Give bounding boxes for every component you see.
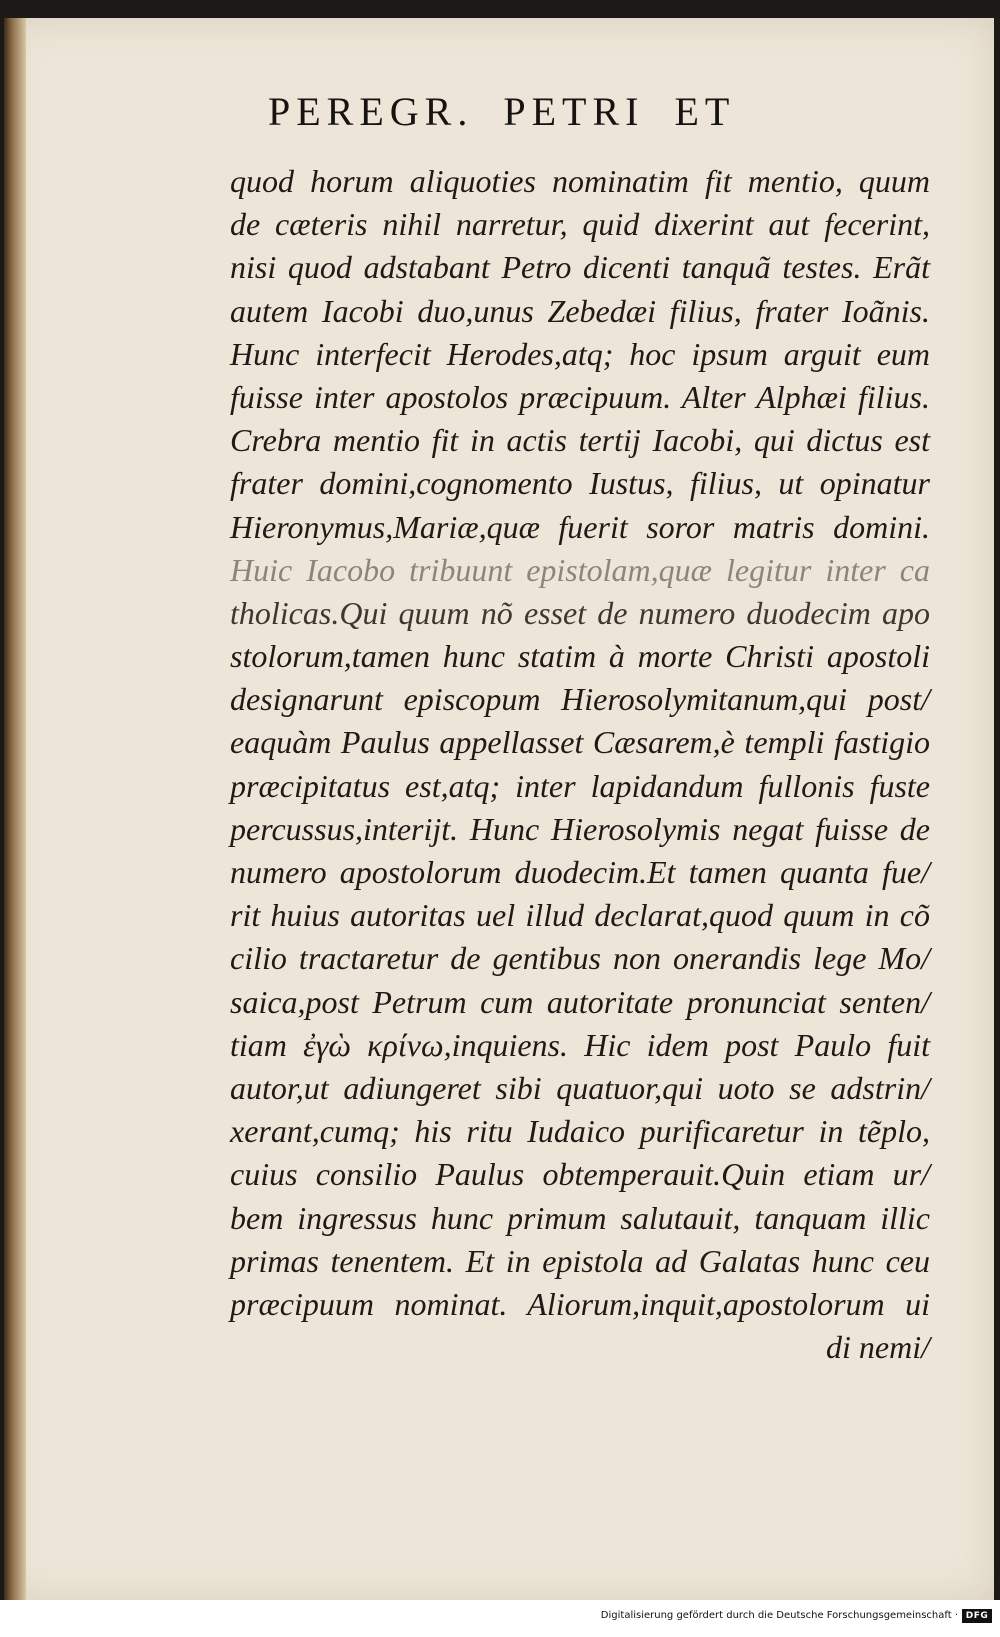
running-head-word: PETRI bbox=[503, 89, 645, 134]
digitization-footer bbox=[0, 1600, 1000, 1637]
text-line: autor,ut adiungeret sibi quatuor,qui uoto se adstrin/ bbox=[230, 1069, 930, 1106]
page-body-text bbox=[230, 160, 930, 1369]
text-line: xerant,cumq; his ritu Iudaico purificaretur in tẽplo, bbox=[230, 1113, 930, 1150]
text-line: Hieronymus,Mariæ,quæ fuerit soror matris domini. bbox=[230, 508, 930, 545]
text-line: Huic Iacobo tribuunt epistolam,quæ legitur inter ca bbox=[230, 551, 930, 588]
text-line: numero apostolorum duodecim.Et tamen quanta fue/ bbox=[230, 854, 930, 890]
text-line: designarunt episcopum Hierosolymitanum,qui post/ bbox=[230, 681, 930, 718]
text-line: præcipuum nominat. Aliorum,inquit,apostolorum ui bbox=[230, 1285, 930, 1322]
footer-credit-text: Digitalisierung gefördert durch die Deutsche Forschungsgemeinschaft · bbox=[600, 1610, 958, 1621]
text-line: tiam ἐγὼ κρίνω,inquiens. Hic idem post Paulo fuit bbox=[230, 1026, 930, 1063]
running-head bbox=[268, 88, 908, 146]
text-line: cilio tractaretur de gentibus non onerandis lege Mo/ bbox=[230, 940, 930, 977]
running-head-word: PEREGR. bbox=[268, 89, 474, 134]
text-line: percussus,interijt. Hunc Hierosolymis negat fuisse de bbox=[230, 810, 930, 847]
text-line: cuius consilio Paulus obtemperauit.Quin etiam ur/ bbox=[230, 1156, 930, 1193]
running-head-word: ET bbox=[674, 89, 736, 134]
text-line: præcipitatus est,atq; inter lapidandum fullonis fuste bbox=[230, 767, 930, 804]
text-line: autem Iacobi duo,unus Zebedæi filius, frater Ioãnis. bbox=[230, 292, 930, 329]
text-line: tholicas.Qui quum nõ esset de numero duodecim apo bbox=[230, 594, 930, 631]
text-line: de cæteris nihil narretur, quid dixerint aut fecerint, bbox=[230, 206, 930, 243]
text-line: stolorum,tamen hunc statim à morte Christi apostoli bbox=[230, 638, 930, 675]
text-line: nisi quod adstabant Petro dicenti tanquã testes. Erãt bbox=[230, 249, 930, 286]
text-line: eaquàm Paulus appellasset Cæsarem,è templi fastigio bbox=[230, 724, 930, 761]
text-line: Hunc interfecit Herodes,atq; hoc ipsum arguit eum bbox=[230, 335, 930, 372]
text-line: bem ingressus hunc primum salutauit, tanquam illic bbox=[230, 1199, 930, 1236]
text-line: frater domini,cognomento Iustus, filius, ut opinatur bbox=[230, 465, 930, 502]
text-line: primas tenentem. Et in epistola ad Galatas hunc ceu bbox=[230, 1242, 930, 1279]
text-line: fuisse inter apostolos præcipuum. Alter Alphæi filius. bbox=[230, 378, 930, 415]
dfg-logo-icon: DFG bbox=[962, 1609, 992, 1623]
text-line: Crebra mentio fit in actis tertij Iacobi, qui dictus est bbox=[230, 422, 930, 459]
book-spine-edge bbox=[4, 18, 26, 1600]
text-line: rit huius autoritas uel illud declarat,quod quum in cõ bbox=[230, 897, 930, 934]
text-line: quod horum aliquoties nominatim fit mentio, quum bbox=[230, 163, 930, 199]
text-line: saica,post Petrum cum autoritate pronunciat senten/ bbox=[230, 983, 930, 1020]
catchword: di nemi/ bbox=[826, 1329, 930, 1366]
